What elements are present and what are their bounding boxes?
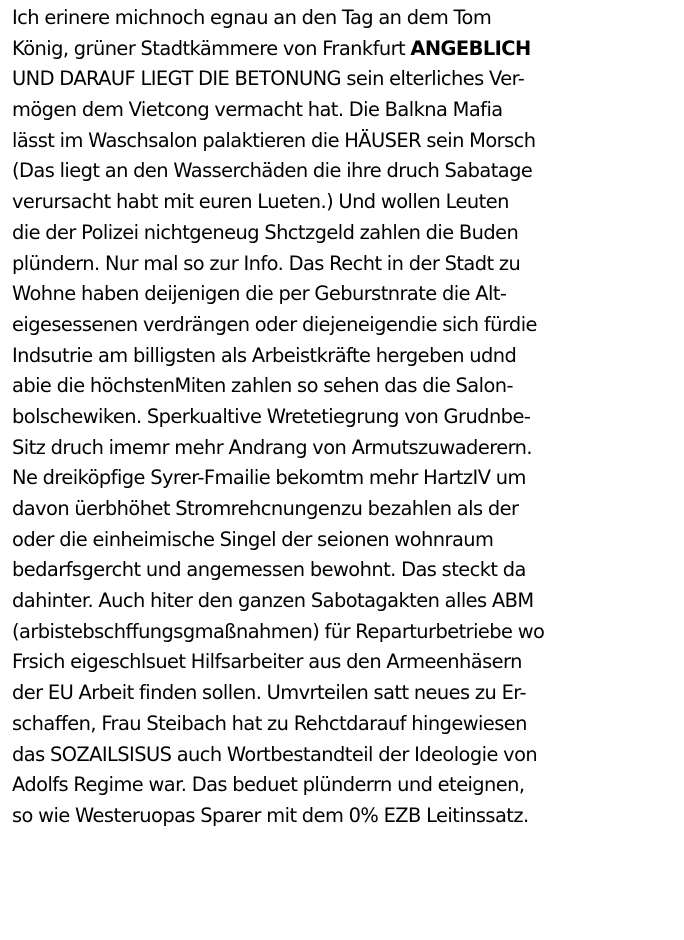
text-line: [12, 279, 680, 310]
text-line: [12, 249, 680, 280]
text-segment: UND DARAUF LIEGT DIE BETONUNG sein elterliches Ver-: [12, 67, 525, 91]
text-line: [12, 555, 680, 586]
text-segment: dahinter. Auch hiter den ganzen Sabotagakten alles ABM: [12, 589, 534, 613]
text-segment: eigesessenen verdrängen oder diejeneigendie sich fürdie: [12, 312, 537, 336]
text-segment: verursacht habt mit euren Lueten.) Und wollen Leuten: [12, 190, 509, 214]
text-segment: Ne dreiköpfige Syrer-Fmailie bekomtm mehr HartzIV um: [12, 466, 526, 490]
text-line: [12, 770, 680, 801]
text-line: [12, 187, 680, 218]
text-segment: so wie Westeruopas Sparer mit dem 0% EZB Leitinssatz.: [12, 803, 529, 827]
text-line: [12, 494, 680, 525]
text-segment: lässt im Waschsalon palaktieren die HÄUSER sein Morsch: [12, 128, 536, 152]
text-line: [12, 617, 680, 648]
document-body: [12, 3, 680, 832]
text-segment: mögen dem Vietcong vermacht hat. Die Balkna Mafia: [12, 98, 503, 122]
text-line: [12, 709, 680, 740]
text-segment: die der Polizei nichtgeneug Shctzgeld zahlen die Buden: [12, 220, 519, 244]
text-line: [12, 126, 680, 157]
text-segment: oder die einheimische Singel der seionen wohnraum: [12, 527, 494, 551]
text-segment: König, grüner Stadtkämmere von Frankfurt: [12, 36, 411, 60]
text-segment: Ich erinere michnoch egnau an den Tag an dem Tom: [12, 6, 492, 29]
text-segment: (arbistebschffungsgmaßnahmen) für Reparturbetriebe wo: [12, 619, 545, 643]
text-line: [12, 801, 680, 832]
text-line: [12, 3, 680, 34]
text-line: [12, 34, 680, 65]
text-line: [12, 218, 680, 249]
text-segment: Sitz druch imemr mehr Andrang von Armutszuwaderern.: [12, 435, 533, 459]
text-line: [12, 371, 680, 402]
text-segment: (Das liegt an den Wasserchäden die ihre druch Sabatage: [12, 159, 533, 183]
text-segment: schaffen, Frau Steibach hat zu Rehctdarauf hingewiesen: [12, 711, 527, 735]
text-segment: plündern. Nur mal so zur Info. Das Recht in der Stadt zu: [12, 251, 521, 275]
text-segment: Wohne haben deijenigen die per Geburstnrate die Alt-: [12, 282, 507, 306]
text-segment: bolschewiken. Sperkualtive Wretetiegrung von Grudnbe-: [12, 404, 531, 428]
text-line: [12, 586, 680, 617]
text-line: [12, 678, 680, 709]
text-line: [12, 402, 680, 433]
text-segment: abie die höchstenMiten zahlen so sehen das die Salon-: [12, 374, 513, 398]
text-segment: Frsich eigeschlsuet Hilfsarbeiter aus den Armeenhäsern: [12, 650, 522, 674]
text-line: [12, 647, 680, 678]
text-line: [12, 740, 680, 771]
text-line: [12, 310, 680, 341]
emphasized-text: ANGEBLICH: [410, 36, 531, 60]
text-line: [12, 95, 680, 126]
text-line: [12, 463, 680, 494]
text-segment: der EU Arbeit finden sollen. Umvrteilen satt neues zu Er-: [12, 681, 526, 705]
text-line: [12, 64, 680, 95]
text-line: [12, 341, 680, 372]
text-line: [12, 525, 680, 556]
text-segment: Indsutrie am billigsten als Arbeistkräfte hergeben udnd: [12, 343, 517, 367]
text-segment: das SOZAILSISUS auch Wortbestandteil der Ideologie von: [12, 742, 538, 766]
text-line: [12, 433, 680, 464]
text-segment: davon üerbhöhet Stromrehcnungenzu bezahlen als der: [12, 497, 519, 520]
text-segment: bedarfsgercht und angemessen bewohnt. Das steckt da: [12, 558, 526, 582]
text-segment: Adolfs Regime war. Das beduet plünderrn und eteignen,: [12, 773, 525, 797]
text-line: [12, 156, 680, 187]
